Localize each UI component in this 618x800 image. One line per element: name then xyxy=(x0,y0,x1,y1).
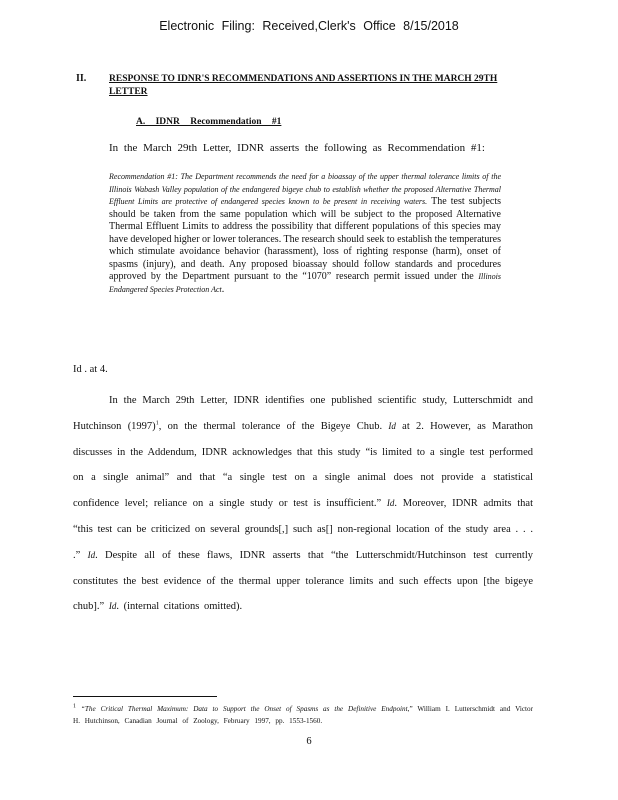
body-paragraph xyxy=(73,388,533,620)
citation: Id . at 4. xyxy=(73,364,108,375)
footnote-divider xyxy=(73,696,217,697)
quote-end: . xyxy=(221,283,225,295)
footnote xyxy=(73,703,533,727)
para-text-3: at 2. However, as Marathon discusses in the Addendum, IDNR acknowledges that this study “is limited to a single test performed on a single animal” and that “a single test on a single animal does not provide a statistical confidence level; reliance on a single study or test is insufficient.” xyxy=(73,420,533,510)
quote-italic-lead: Recommendation #1: The Department recommends the need for a bioassay of the upper thermal tolerance limits of the Illinois Wabash Valley population of the endangered bigeye chub to establish whether the proposed Alternative Thermal Effluent Limits are protective of endangered species known to be present in receiving waters. xyxy=(109,172,501,206)
footnote-article-title: “The Critical Thermal Maximum: Data to Support the Onset of Spasms as the Definitive Endpoint xyxy=(80,705,408,713)
id-cite: Id xyxy=(388,420,396,431)
filing-header: Electronic Filing: Received,Clerk's Office 8/15/2018 xyxy=(159,19,459,33)
id-cite: Id xyxy=(87,549,96,560)
footnote-ref[interactable]: 1 xyxy=(155,420,159,427)
subsection-heading: A. IDNR Recommendation #1 xyxy=(136,117,282,127)
para-text-4: . Moreover, IDNR admits that “this test can be criticized on several grounds[,] such as[] non-regional location of the study area . . . .” xyxy=(73,498,533,561)
section-number: II. xyxy=(76,73,87,84)
section-title: RESPONSE TO IDNR'S RECOMMENDATIONS AND ASSERTIONS IN THE MARCH 29TH LETTER xyxy=(109,74,498,97)
id-cite: Id xyxy=(386,498,395,509)
block-quote xyxy=(109,171,501,296)
quote-act-name: Illinois Endangered Species Protection Act xyxy=(109,272,501,294)
id-cite: Id xyxy=(108,601,117,612)
intro-sentence: In the March 29th Letter, IDNR asserts the following as Recommendation #1: xyxy=(109,142,485,154)
quote-body: The test subjects should be taken from the same population which will be subject to the proposed Alternative Thermal Effluent Limits to address the possibility that different populations of this species may have developed higher or lower tolerances. The research should seek to establish the temperatures which stimulate avoidance behavior (harassment), loss of righting response (harm), onset of spasms (injury), and death. Any proposed bioassay should follow standards and procedures approved by the Department pursuant to the “1070” research permit issued under the xyxy=(109,196,501,282)
page-number: 6 xyxy=(306,736,312,747)
para-text-6: . (internal citations omitted). xyxy=(116,601,243,613)
footnote-marker: 1 xyxy=(73,703,76,710)
footnote-reference: ,” William I. Lutterschmidt and Victor H. Hutchinson, Canadian Journal of Zoology, February 1997, pp. 1553-1560. xyxy=(73,705,534,725)
para-text-2: , on the thermal tolerance of the Bigeye Chub. xyxy=(158,420,383,432)
para-text-1: In the March 29th Letter, IDNR identifies one published scientific study, Lutterschmidt and Hutchinson (1997) xyxy=(73,395,533,432)
para-text-5: . Despite all of these flaws, IDNR asserts that “the Lutterschmidt/Hutchinson test currently constitutes the best evidence of the thermal upper tolerance limits and such effects upon [the bigeye chub].” xyxy=(73,549,534,613)
